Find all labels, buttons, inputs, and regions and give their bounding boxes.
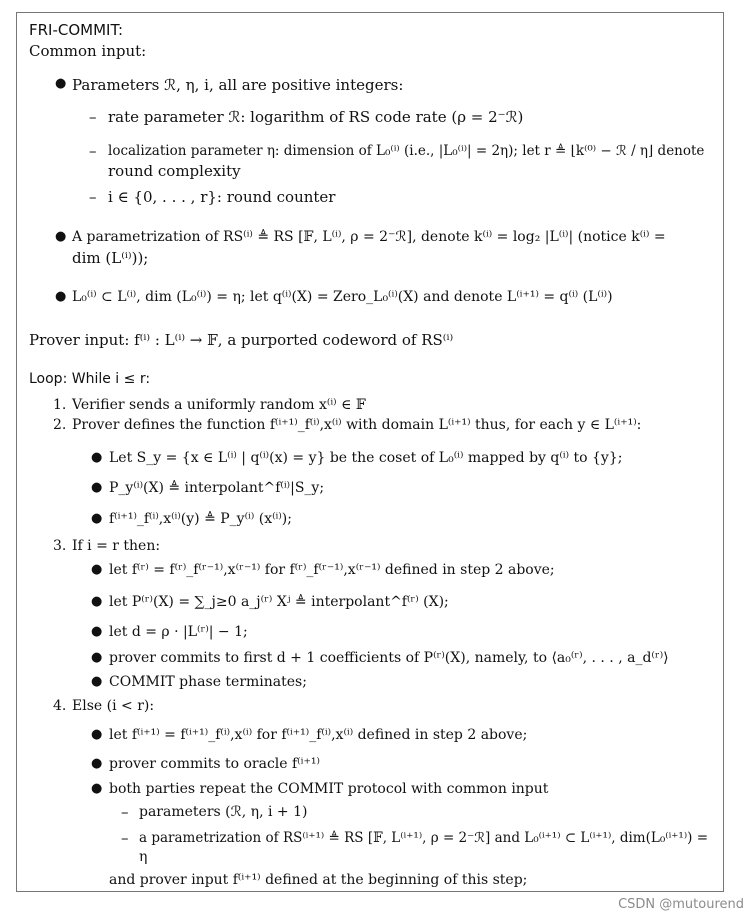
parametrization-line-1: A parametrization of RS⁽ⁱ⁾ ≜ RS [𝔽, L⁽ⁱ⁾, ρ = 2⁻ℛ], denote k⁽ⁱ⁾ = log₂ |L⁽ⁱ⁾| (notice k⁽ⁱ⁾ = [72, 229, 666, 245]
bullet-marker: ● [91, 781, 103, 796]
step-2-line: Prover defines the function f⁽ⁱ⁺¹⁾_f⁽ⁱ⁾,x⁽ⁱ⁾ with domain L⁽ⁱ⁺¹⁾ thus, for each y ∈ L⁽ⁱ⁺¹⁾: [72, 417, 642, 433]
algorithm-title: FRI-COMMIT: [29, 21, 124, 39]
dash-marker: – [89, 188, 97, 206]
step-3-line: If i = r then: [72, 538, 161, 554]
step-number: 2. [53, 417, 67, 433]
watermark: CSDN @mutourend [618, 897, 744, 912]
next-prover-input-line: and prover input f⁽ⁱ⁺¹⁾ defined at the beginning of this step; [109, 872, 528, 888]
repeat-protocol-line: both parties repeat the COMMIT protocol with common input [109, 781, 549, 797]
commit-oracle-line: prover commits to oracle f⁽ⁱ⁺¹⁾ [109, 756, 320, 772]
common-input-heading: Common input: [29, 42, 147, 60]
degree-line: let d = ρ · |L⁽ʳ⁾| − 1; [109, 624, 248, 640]
final-polynomial-line: let P⁽ʳ⁾(X) = ∑_j≥0 a_j⁽ʳ⁾ Xʲ ≜ interpolant^f⁽ʳ⁾ (X); [109, 594, 449, 610]
algorithm-box [16, 12, 724, 892]
bullet-marker: ● [91, 624, 103, 639]
localization-parameter-line: localization parameter η: dimension of L₀⁽ⁱ⁾ (i.e., |L₀⁽ⁱ⁾| = 2η); let r ≜ ⌊k⁽⁰⁾ − ℛ / η⌋ denote [108, 143, 705, 159]
bullet-marker: ● [91, 480, 103, 495]
commit-coefficients-line: prover commits to first d + 1 coefficients of P⁽ʳ⁾(X), namely, to ⟨a₀⁽ʳ⁾, . . . , a_d⁽ʳ⁾⟩ [109, 650, 669, 666]
bullet-marker: ● [91, 511, 103, 526]
next-parameters-line: parameters (ℛ, η, i + 1) [139, 804, 308, 820]
bullet-marker: ● [91, 450, 103, 465]
step-number: 3. [53, 538, 67, 554]
subset-line: L₀⁽ⁱ⁾ ⊂ L⁽ⁱ⁾, dim (L₀⁽ⁱ⁾) = η; let q⁽ⁱ⁾(X) = Zero_L₀⁽ⁱ⁾(X) and denote L⁽ⁱ⁺¹⁾ = q⁽ⁱ⁾ (L⁽ⁱ⁾) [72, 289, 613, 305]
bullet-marker: ● [91, 756, 103, 771]
round-counter-line: i ∈ {0, . . . , r}: round counter [108, 188, 336, 206]
dash-marker: – [89, 108, 97, 126]
commit-terminates-line: COMMIT phase terminates; [109, 674, 307, 690]
bullet-marker: ● [91, 650, 103, 665]
bullet-marker: ● [91, 594, 103, 609]
dash-marker: – [121, 803, 129, 821]
step-number: 4. [53, 698, 67, 714]
dash-marker: – [121, 829, 129, 847]
interpolant-line: P_y⁽ⁱ⁾(X) ≜ interpolant^f⁽ⁱ⁾|S_y; [109, 480, 325, 496]
next-parametrization-line-2: η [139, 849, 148, 865]
bullet-marker: ● [55, 289, 67, 304]
next-parametrization-line: a parametrization of RS⁽ⁱ⁺¹⁾ ≜ RS [𝔽, L⁽ⁱ⁺¹⁾, ρ = 2⁻ℛ] and L₀⁽ⁱ⁺¹⁾ ⊂ L⁽ⁱ⁺¹⁾, dim(L₀⁽ⁱ⁺¹⁾) = [139, 830, 709, 846]
params-heading: Parameters ℛ, η, i, all are positive integers: [72, 76, 404, 94]
localization-parameter-line-2: round complexity [108, 162, 241, 180]
bullet-marker: ● [91, 727, 103, 742]
parametrization-line-2: dim (L⁽ⁱ⁾)); [72, 249, 149, 267]
bullet-marker: ● [55, 76, 67, 91]
step-4-line: Else (i < r): [72, 698, 155, 714]
loop-heading: Loop: While i ≤ r: [29, 371, 151, 387]
next-function-line: let f⁽ⁱ⁺¹⁾ = f⁽ⁱ⁺¹⁾_f⁽ⁱ⁾,x⁽ⁱ⁾ for f⁽ⁱ⁺¹⁾_f⁽ⁱ⁾,x⁽ⁱ⁾ defined in step 2 above; [109, 727, 528, 743]
step-number: 1. [53, 397, 67, 413]
coset-line: Let S_y = {x ∈ L⁽ⁱ⁾ | q⁽ⁱ⁾(x) = y} be the coset of L₀⁽ⁱ⁾ mapped by q⁽ⁱ⁾ to {y}; [109, 450, 623, 466]
fold-definition-line: f⁽ⁱ⁺¹⁾_f⁽ⁱ⁾,x⁽ⁱ⁾(y) ≜ P_y⁽ⁱ⁾ (x⁽ⁱ⁾); [109, 511, 292, 527]
step-1-line: Verifier sends a uniformly random x⁽ⁱ⁾ ∈ 𝔽 [72, 397, 366, 413]
prover-input-line: Prover input: f⁽ⁱ⁾ : L⁽ⁱ⁾ → 𝔽, a purported codeword of RS⁽ⁱ⁾ [29, 331, 454, 349]
dash-marker: – [89, 142, 97, 160]
final-function-line: let f⁽ʳ⁾ = f⁽ʳ⁾_f⁽ʳ⁻¹⁾,x⁽ʳ⁻¹⁾ for f⁽ʳ⁾_f⁽ʳ⁻¹⁾,x⁽ʳ⁻¹⁾ defined in step 2 above; [109, 562, 555, 578]
bullet-marker: ● [91, 562, 103, 577]
rate-parameter-line: rate parameter ℛ: logarithm of RS code rate (ρ = 2⁻ℛ) [108, 108, 524, 126]
bullet-marker: ● [91, 674, 103, 689]
bullet-marker: ● [55, 229, 67, 244]
